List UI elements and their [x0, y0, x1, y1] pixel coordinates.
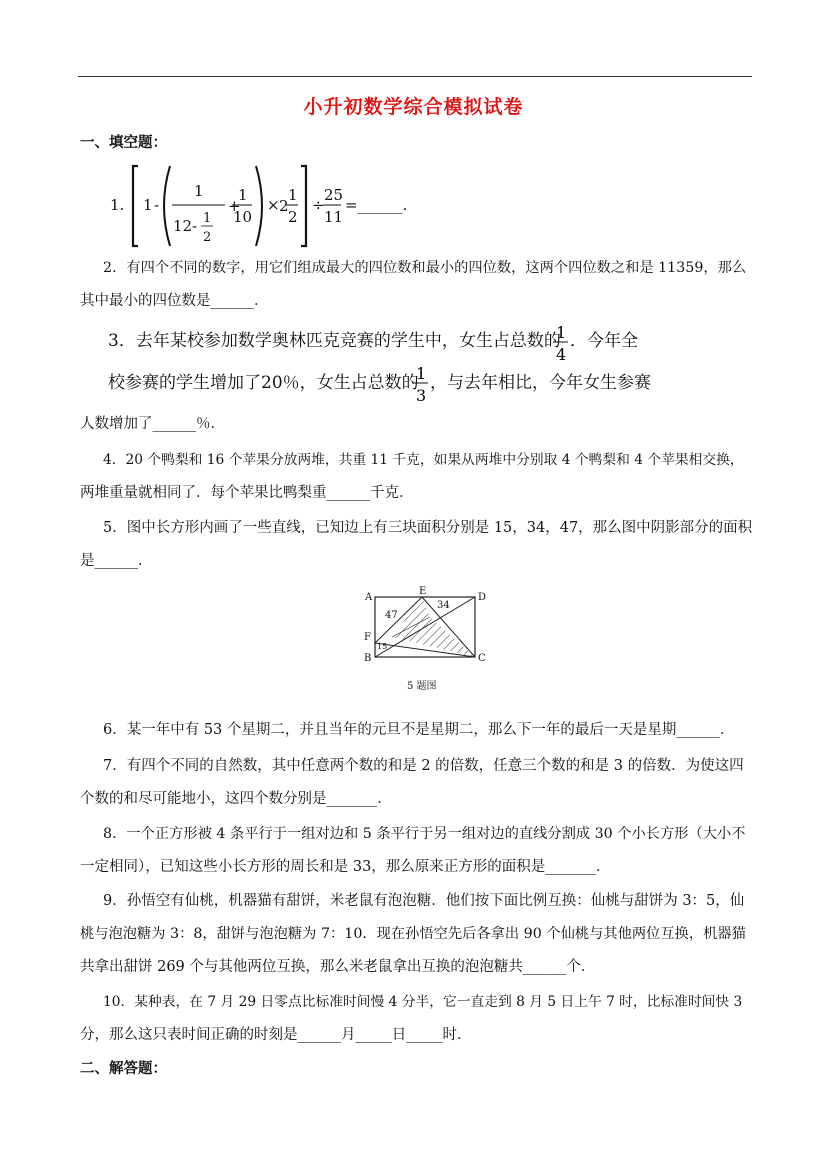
q3-line3: 人数增加了______％． [80, 416, 225, 432]
header-rule [78, 76, 752, 77]
q1-divide: ÷ [312, 196, 325, 214]
q3-fraction-1-3 [411, 361, 431, 405]
q5-label-b: B [364, 653, 372, 664]
q1-frac3-denominator: 11 [324, 208, 344, 226]
q3-line1-a: 3．去年某校参加数学奥林匹克竞赛的学生中，女生占总数的 [108, 331, 561, 351]
q5-figure [355, 585, 495, 695]
q4-line1: 4．20 个鸭梨和 16 个苹果分放两堆，共重 11 千克，如果从两堆中分别取 4 个鸭梨和 4 个苹果相交换， [103, 452, 744, 468]
q3-frac2-num: 1 [416, 364, 427, 383]
right-square-bracket [301, 166, 306, 246]
q1-frac2-numerator: 1 [238, 186, 248, 204]
q9-line3: 共拿出甜饼 269 个与其他两位互换，那么米老鼠拿出互换的泡泡糖共______个． [80, 959, 596, 975]
q1-number: 1. [110, 196, 125, 214]
q1-den-half-den: 2 [203, 230, 212, 245]
q7-line1: 7．有四个不同的自然数，其中任意两个数的和是 2 的倍数，任意三个数的和是 3 的倍数．为使这四 [103, 758, 744, 774]
q1-equals-blank: =______. [345, 196, 408, 214]
left-paren [164, 166, 170, 246]
q1-den-minus: - [192, 217, 198, 235]
q10-line1: 10．某种表，在 7 月 29 日零点比标准时间慢 4 分半，它一直走到 8 月 5 日上午 7 时，比标准时间快 3 [103, 994, 743, 1010]
q1-mixed-whole: 2 [279, 197, 289, 215]
q2-line1: 2．有四个不同的数字，用它们组成最大的四位数和最小的四位数，这两个四位数之和是 11359，那么 [103, 260, 747, 276]
q3-fraction-1-4 [551, 320, 571, 364]
q3-frac2-den: 3 [416, 386, 427, 405]
q1-frac1-numerator: 1 [194, 182, 204, 200]
q5-figure-caption: 5 题图 [407, 681, 437, 692]
q9-line1: 9．孙悟空有仙桃，机器猫有甜饼，米老鼠有泡泡糖．他们按下面比例互换：仙桃与甜饼为 3：5，仙 [103, 893, 745, 909]
q3-line1-b: ．今年全 [570, 331, 638, 351]
question-1-equation [100, 160, 440, 252]
q5-line1: 5．图中长方形内画了一些直线，已知边上有三块面积分别是 15，34，47，那么图中阴影部分的面积 [103, 520, 753, 536]
q8-line1: 8．一个正方形被 4 条平行于一组对边和 5 条平行于另一组对边的直线分割成 30 个小长方形（大小不 [103, 826, 746, 842]
q1-frac3-numerator: 25 [324, 186, 344, 204]
q5-area-15: 15 [377, 642, 388, 651]
q1-minus: - [154, 196, 160, 214]
q5-label-f: F [364, 632, 371, 643]
q3-line2-b: ，与去年相比，今年女生参赛 [430, 373, 651, 393]
q9-line2: 桃与泡泡糖为 3：8，甜饼与泡泡糖为 7：10．现在孙悟空先后各拿出 90 个仙桃与其他两位互换，机器猫 [80, 926, 746, 942]
q1-mixed-numerator: 1 [288, 186, 298, 204]
left-square-bracket [133, 166, 138, 246]
q5-line2: 是______． [80, 553, 153, 569]
q2-line2: 其中最小的四位数是______． [80, 293, 269, 309]
section-fill-blank-heading: 一、填空题： [80, 134, 167, 151]
q3-frac1-den: 4 [556, 345, 567, 364]
q3-frac1-num: 1 [556, 323, 567, 342]
section-solve-heading: 二、解答题： [80, 1060, 167, 1077]
q7-line2: 个数的和尽可能地小，这四个数分别是_______． [80, 791, 392, 807]
q5-area-47: 47 [385, 610, 398, 621]
right-paren [256, 166, 262, 246]
q1-plus: + [228, 197, 241, 215]
q5-label-d: D [478, 592, 487, 603]
q1-one: 1 [143, 196, 153, 214]
q6-line: 6．某一年中有 53 个星期二，并且当年的元旦不是星期二，那么下一年的最后一天是星期______． [103, 722, 735, 738]
q5-label-a: A [365, 592, 373, 603]
q8-line2: 一定相同），已知这些小长方形的周长和是 33，那么原来正方形的面积是_______． [80, 859, 611, 875]
q5-shaded-region [392, 597, 475, 657]
q1-mixed-denominator: 2 [288, 208, 298, 226]
q1-times: × [267, 196, 280, 214]
q4-line2: 两堆重量就相同了．每个苹果比鸭梨重______千克． [80, 485, 414, 501]
q5-label-c: C [478, 653, 486, 664]
q3-line2-a: 校参赛的学生增加了20％，女生占总数的 [108, 373, 419, 393]
q1-frac2-denominator: 10 [233, 208, 253, 226]
q1-den-half-num: 1 [203, 211, 212, 226]
q5-label-e: E [419, 586, 427, 597]
q10-line2: 分，那么这只表时间正确的时刻是______月_____日_____时． [80, 1027, 472, 1043]
q1-den-12: 12 [173, 217, 193, 235]
page-title: 小升初数学综合模拟试卷 [303, 96, 524, 118]
q5-area-34: 34 [437, 600, 450, 611]
